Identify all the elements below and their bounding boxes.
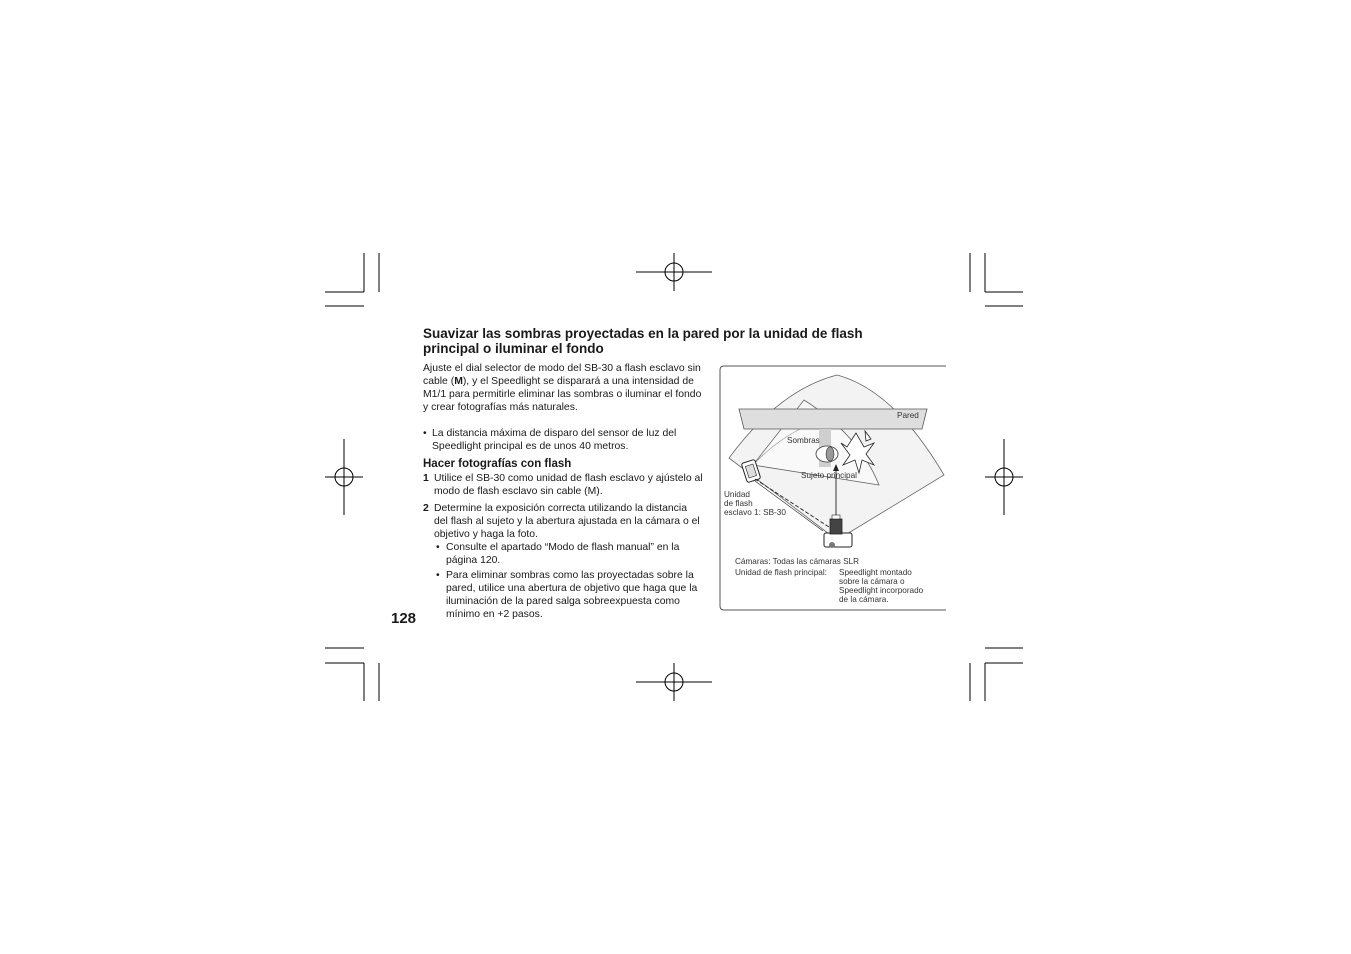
step-2 [423, 502, 703, 541]
step-1 [423, 472, 703, 498]
intro-paragraph [423, 362, 703, 414]
caption-master-line-1: Speedlight montado [839, 568, 912, 577]
intro-text-end: ), y el Speedlight se disparará a una intensidad de M1/1 para permitirle eliminar las sombras o iluminar el fondo y crear fotografías más naturales. [423, 376, 702, 413]
mode-symbol: M [454, 376, 463, 387]
slave-label-line-1: Unidad [724, 490, 750, 499]
caption-master-line-2: sobre la cámara o [839, 577, 905, 586]
caption-master-key: Unidad de flash principal: [735, 568, 827, 577]
step-number: 1 [423, 473, 429, 484]
sub-bullet-1 [436, 541, 698, 567]
step-text: Determine la exposición correcta utilizando la distancia del flash al sujeto y la abertura ajustada en la cámara o el objetivo y haga la foto. [434, 503, 700, 540]
wall-label: Pared [897, 411, 919, 420]
page-number: 128 [391, 610, 417, 627]
caption-master-line-4: de la cámara. [839, 595, 889, 604]
sub-bullet-text: Consulte el apartado “Modo de flash manual” en la página 120. [446, 542, 680, 566]
step-text: Utilice el SB-30 como unidad de flash esclavo y ajústelo al modo de flash esclavo sin cable (M). [434, 473, 703, 497]
subject-figure [816, 446, 838, 462]
caption-master-line-3: Speedlight incorporado [839, 586, 924, 595]
shadows-label: Sombras [787, 436, 820, 445]
bullet-glyph: • [423, 428, 427, 439]
bullet-glyph: • [436, 542, 440, 553]
flash-setup-diagram [719, 365, 946, 611]
caption-cameras: Cámaras: Todas las cámaras SLR [735, 557, 860, 566]
note-text: La distancia máxima de disparo del sensor de luz del Speedlight principal es de unos 40 metros. [432, 428, 677, 452]
section-title: Suavizar las sombras proyectadas en la pared por la unidad de flash principal o iluminar el fondo [423, 326, 863, 356]
sub-bullet-2 [436, 569, 698, 621]
note-bullet [423, 427, 703, 453]
step-number: 2 [423, 503, 429, 514]
subheading: Hacer fotografías con flash [423, 458, 572, 470]
slave-label-line-2: de flash [724, 499, 753, 508]
subject-label: Sujeto principal [801, 471, 857, 480]
slave-label-line-3: esclavo 1: SB-30 [724, 508, 786, 517]
bullet-glyph: • [436, 570, 440, 581]
intro-text-start: Ajuste el dial selector de modo del SB-30 a flash esclavo sin cable ( [423, 363, 701, 387]
sub-bullet-text: Para eliminar sombras como las proyectadas sobre la pared, utilice una abertura de objetivo que haga que la iluminación de la pared salga sobreexpuesta como mínimo en +2 pasos. [446, 570, 698, 620]
